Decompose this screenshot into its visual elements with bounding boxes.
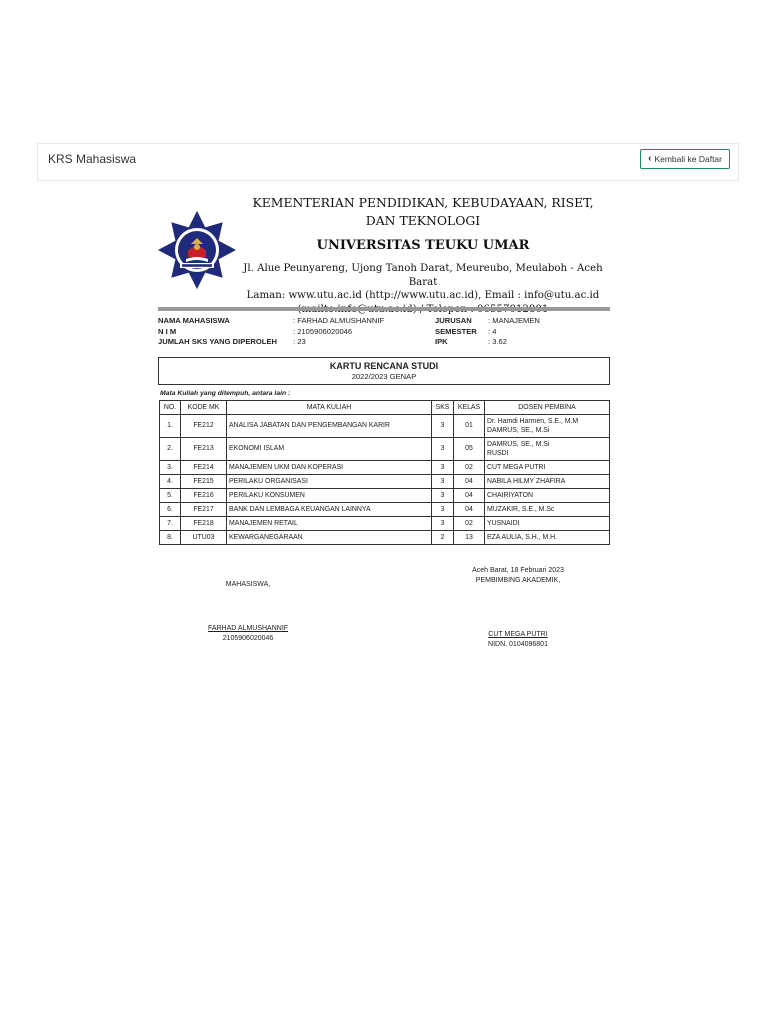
advisor-nidn: NIDN. 0104096801 bbox=[488, 641, 548, 648]
nim-value: : 2105906020046 bbox=[293, 326, 353, 336]
cell-kelas: 05 bbox=[454, 438, 485, 461]
info-row bbox=[158, 316, 610, 327]
cell-no: 1. bbox=[160, 415, 181, 438]
jurusan-value: : MANAJEMEN bbox=[488, 316, 540, 325]
table-row bbox=[160, 438, 610, 461]
header-divider bbox=[158, 307, 610, 311]
krs-title-box bbox=[158, 357, 610, 385]
cell-kelas: 04 bbox=[454, 489, 485, 503]
university-address: Jl. Alue Peunyareng, Ujong Tanoh Darat, Meureubo, Meulaboh - Aceh Barat Laman: www.utu.ac.id (http://www.utu.ac.id), Email : info@utu.ac.id bbox=[243, 263, 603, 301]
cell-mata-kuliah: KEWARGANEGARAAN bbox=[227, 531, 432, 545]
ministry-name: KEMENTERIAN PENDIDIKAN, KEBUDAYAAN, RISET, DAN TEKNOLOGI bbox=[252, 195, 594, 228]
letterhead bbox=[158, 192, 610, 304]
cell-sks: 3 bbox=[432, 438, 454, 461]
cell-no: 4. bbox=[160, 475, 181, 489]
table-row bbox=[160, 517, 610, 531]
ipk-label: IPK bbox=[435, 337, 448, 347]
cell-mata-kuliah: EKONOMI ISLAM bbox=[227, 438, 432, 461]
cell-kode: FE218 bbox=[181, 517, 227, 531]
col-header-dosen: DOSEN PEMBINA bbox=[485, 401, 610, 415]
cell-mata-kuliah: ANALISA JABATAN DAN PENGEMBANGAN KARIR bbox=[227, 415, 432, 438]
table-row bbox=[160, 531, 610, 545]
table-row bbox=[160, 415, 610, 438]
university-name: UNIVERSITAS TEUKU UMAR bbox=[316, 238, 530, 253]
cell-dosen: EZA AULIA, S.H., M.H. bbox=[485, 531, 610, 545]
cell-mata-kuliah: PERILAKU ORGANISASI bbox=[227, 475, 432, 489]
cell-no: 2. bbox=[160, 438, 181, 461]
cell-sks: 3 bbox=[432, 517, 454, 531]
student-info bbox=[158, 316, 610, 348]
student-signature-nim: 2105906020046 bbox=[222, 635, 274, 642]
cell-kode: UTU03 bbox=[181, 531, 227, 545]
cell-mata-kuliah: PERILAKU KONSUMEN bbox=[227, 489, 432, 503]
cell-no: 6. bbox=[160, 503, 181, 517]
semester-label: SEMESTER bbox=[435, 326, 477, 336]
col-header-kelas: KELAS bbox=[454, 401, 485, 415]
cell-kelas: 13 bbox=[454, 531, 485, 545]
course-table bbox=[159, 400, 610, 545]
cell-no: 7. bbox=[160, 517, 181, 531]
cell-sks: 3 bbox=[432, 475, 454, 489]
info-row bbox=[158, 337, 610, 348]
cell-kode: FE216 bbox=[181, 489, 227, 503]
cell-kelas: 04 bbox=[454, 475, 485, 489]
course-note: Mata Kuliah yang ditempuh, antara lain : bbox=[160, 390, 291, 397]
nim-label: N I M bbox=[158, 326, 177, 336]
cell-kode: FE217 bbox=[181, 503, 227, 517]
cell-no: 3. bbox=[160, 461, 181, 475]
cell-sks: 3 bbox=[432, 415, 454, 438]
cell-kode: FE215 bbox=[181, 475, 227, 489]
cell-dosen: DAMRUS, SE., M.Si RUSDI bbox=[485, 438, 610, 461]
cell-dosen: CUT MEGA PUTRI bbox=[485, 461, 610, 475]
cell-kode: FE213 bbox=[181, 438, 227, 461]
cell-dosen: NABILA HILMY ZHAFIRA bbox=[485, 475, 610, 489]
cell-dosen: CHAIRIYATON bbox=[485, 489, 610, 503]
col-header-sks: SKS bbox=[432, 401, 454, 415]
name-value: : FARHAD ALMUSHANNIF bbox=[293, 316, 385, 325]
cell-kelas: 02 bbox=[454, 461, 485, 475]
advisor-role: PEMBIMBING AKADEMIK, bbox=[475, 577, 561, 584]
advisor-signature-name: CUT MEGA PUTRI bbox=[488, 631, 548, 638]
krs-period: 2022/2023 GENAP bbox=[351, 372, 417, 381]
cell-kelas: 02 bbox=[454, 517, 485, 531]
col-header-no: NO. bbox=[160, 401, 181, 415]
cell-mata-kuliah: MANAJEMEN UKM DAN KOPERASI bbox=[227, 461, 432, 475]
ipk-value: : 3.62 bbox=[488, 337, 507, 347]
cell-sks: 3 bbox=[432, 489, 454, 503]
sks-value: : 23 bbox=[293, 337, 306, 347]
cell-sks: 2 bbox=[432, 531, 454, 545]
page-title: KRS Mahasiswa bbox=[48, 152, 137, 166]
table-header-row bbox=[160, 401, 610, 415]
back-to-list-button[interactable] bbox=[640, 149, 730, 169]
table-row bbox=[160, 503, 610, 517]
letterhead-text bbox=[236, 192, 610, 316]
advisor-signature bbox=[448, 566, 588, 650]
university-logo-icon bbox=[158, 211, 236, 289]
cell-no: 8. bbox=[160, 531, 181, 545]
col-header-mata-kuliah: MATA KULIAH bbox=[227, 401, 432, 415]
cell-no: 5. bbox=[160, 489, 181, 503]
student-role: MAHASISWA, bbox=[225, 581, 271, 588]
col-header-kode: KODE MK bbox=[181, 401, 227, 415]
cell-dosen: Dr. Hamdi Harmen, S.E., M.M DAMRUS, SE., M.Si bbox=[485, 415, 610, 438]
cell-sks: 3 bbox=[432, 461, 454, 475]
krs-title: KARTU RENCANA STUDI bbox=[329, 361, 439, 371]
sks-label: JUMLAH SKS YANG DIPEROLEH bbox=[158, 337, 277, 347]
cell-kode: FE214 bbox=[181, 461, 227, 475]
cell-dosen: YUSNAIDI bbox=[485, 517, 610, 531]
chevron-left-icon: ‹ bbox=[648, 153, 652, 164]
cell-sks: 3 bbox=[432, 503, 454, 517]
info-row bbox=[158, 327, 610, 338]
signature-place-date: Aceh Barat, 18 Februari 2023 bbox=[472, 567, 564, 574]
cell-mata-kuliah: BANK DAN LEMBAGA KEUANGAN LAINNYA bbox=[227, 503, 432, 517]
back-button-label: Kembali ke Daftar bbox=[654, 154, 722, 164]
cell-kode: FE212 bbox=[181, 415, 227, 438]
student-signature bbox=[178, 580, 318, 644]
table-row bbox=[160, 461, 610, 475]
cell-kelas: 04 bbox=[454, 503, 485, 517]
name-label: NAMA MAHASISWA bbox=[158, 316, 230, 325]
cell-mata-kuliah: MANAJEMEN RETAIL bbox=[227, 517, 432, 531]
table-row bbox=[160, 489, 610, 503]
jurusan-label: JURUSAN bbox=[435, 316, 472, 325]
student-signature-name: FARHAD ALMUSHANNIF bbox=[207, 625, 289, 632]
semester-value: : 4 bbox=[488, 326, 497, 336]
table-row bbox=[160, 475, 610, 489]
cell-kelas: 01 bbox=[454, 415, 485, 438]
card-header bbox=[37, 143, 739, 181]
krs-document bbox=[158, 192, 610, 648]
cell-dosen: MUZAKIR, S.E., M.Sc bbox=[485, 503, 610, 517]
